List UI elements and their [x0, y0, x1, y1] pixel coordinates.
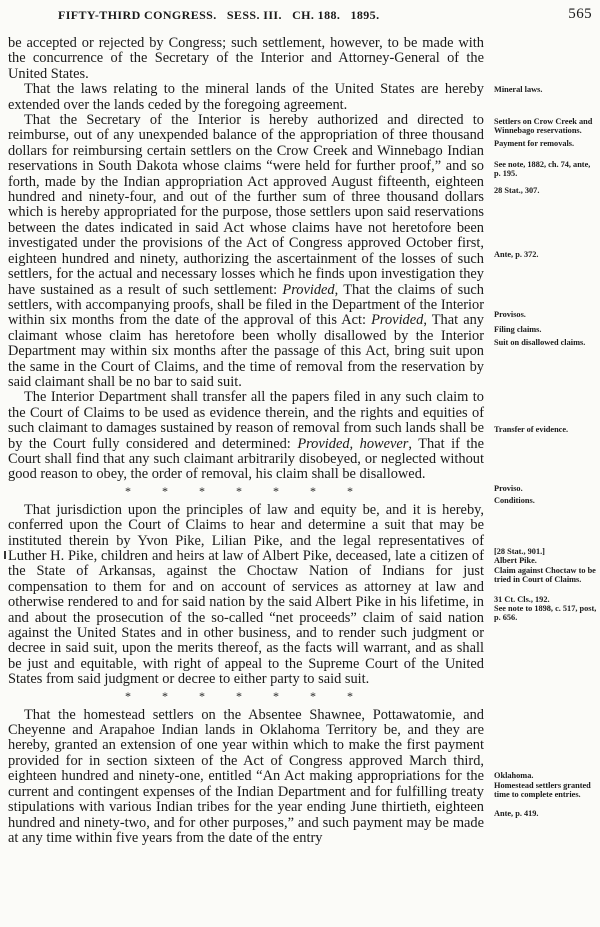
proviso-italic: Provided — [371, 312, 424, 329]
statute-text — [8, 36, 484, 846]
sidenote: Settlers on Crow Creek and Winnebago reservations. — [494, 117, 593, 136]
paragraph-mineral-laws — [8, 82, 484, 113]
section-separator-stars: * * * * * * * — [125, 483, 367, 498]
sidenote: Filing claims. — [494, 325, 542, 334]
sidenote: Homestead settlers granted time to complete entries. — [494, 781, 591, 800]
text-segment: , That if the Court shall find that any such claimant arbitrarily disobeyed, or neglected without good reason to obey, the order of removal, his claim shall be disallowed. — [8, 435, 485, 483]
sidenote: Suit on disallowed claims. — [494, 338, 586, 347]
text-segment: That the Secretary of the Interior is hereby authorized and directed to reimburse, out of any unexpended balance of the appropriation of three thousand dollars for reimbursing certain settlers on the Crow Creek and Winnebago Indian reservations in South Dakota whose claims “were held for further proof,” and so forth, made by the Indian appropriation Act approved August fifteenth, eighteen hundred and ninety-four, and out of the further sum of three thousand dollars which is hereby appropriated for the purpose, those settlers upon said reservations between the dates indicated in said Act whose claims have not heretofore been investigated under the provisions of the Act of Congress approved October first, eighteen hundred and ninety, authorizing the ascertainment of the losses of such settlers, for the actual and necessary losses which he finds upon investigation they have sustained as a result of such settlement: — [8, 112, 484, 298]
text-segment: The Interior Department shall transfer all the papers filed in any such claim to the Court of Claims to be used as evidence therein, and the rights and equities of such claimant to damages sustained by reason of removal from such lands shall be by the Court fully considered and determined: — [8, 389, 484, 452]
sidenote: Conditions. — [494, 496, 535, 505]
text-segment: That the homestead settlers on the Absentee Shawnee, Pottawatomie, and Cheyenne and Arapahoe Indian lands in Oklahoma Territory be, and they are hereby, granted an extension of one year within which to make the first payment provided for in section sixteen of the Act of Congress approved March third, eighteen hundred and ninety-one, entitled “An Act making appropriations for the current and contingent expenses of the Indian Department and for fulfilling treaty stipulations with various Indian tribes for the year ending June thirtieth, eighteen hundred and ninety-two, and for other purposes,” and such payment may be made at any time within five years from the date of the entry — [8, 706, 484, 846]
paragraph-oklahoma-homestead — [8, 708, 484, 847]
proviso-italic: Provided — [282, 281, 335, 298]
sidenote: Albert Pike. — [494, 556, 537, 565]
text-segment: be accepted or rejected by Congress; such settlement, however, to be made with the concurrence of the Secretary of the Interior and Attorney-General of the United States. — [8, 35, 484, 82]
sidenote: Provisos. — [494, 310, 526, 319]
paragraph-albert-pike — [8, 503, 484, 688]
sidenote: Ante, p. 419. — [494, 809, 539, 818]
running-header — [0, 6, 600, 26]
paragraph-transfer-evidence — [8, 390, 484, 482]
sidenote: Proviso. — [494, 484, 523, 493]
sidenote: Transfer of evidence. — [494, 425, 569, 434]
running-title: FIFTY-THIRD CONGRESS. SESS. III. CH. 188. 1895. — [58, 8, 380, 22]
page-number: 565 — [568, 6, 592, 22]
paragraph-settlers-reimbursement — [8, 113, 484, 390]
sidenote: Claim against Choctaw to be tried in Court of Claims. — [494, 566, 596, 585]
sidenote: Oklahoma. — [494, 771, 534, 780]
sidenote: Mineral laws. — [494, 85, 543, 94]
sidenote: Payment for removals. — [494, 139, 575, 148]
proviso-italic: Provided, however — [297, 435, 409, 452]
section-separator-stars: * * * * * * * — [125, 688, 367, 703]
sidenote: [28 Stat., 901.] — [494, 547, 545, 556]
paragraph-continuation — [8, 36, 484, 82]
sidenote: 31 Ct. Cls., 192. — [494, 595, 550, 604]
sidenote: 28 Stat., 307. — [494, 186, 540, 195]
text-segment: , That the claims of such settlers, with accompanying proofs, shall be filed in the Department of the Interior within six months from the date of the approval of this Act: — [8, 281, 484, 329]
text-segment: That the laws relating to the mineral lands of the United States are hereby extended over the lands ceded by the foregoing agreement. — [8, 81, 484, 113]
text-segment: , That any claimant whose claim has heretofore been wholly disallowed by the Interior Department may within six months after the passage of this Act, bring suit upon the same in the Court of Claims, and the time of removal from the reservation by said claimant shall be no bar to said suit. — [8, 312, 484, 390]
sidenote: See note, 1882, ch. 74, ante, p. 195. — [494, 160, 591, 179]
margin-mark — [4, 551, 6, 559]
sidenote: Ante, p. 372. — [494, 250, 539, 259]
text-segment: That jurisdiction upon the principles of law and equity be, and it is hereby, conferred upon the Court of Claims to hear and determine a suit that may be instituted therein by Yvon Pike, Lilian Pike, and the legal representatives of Luther H. Pike, children and heirs at law of Albert Pike, deceased, late a citizen of the State of Arkansas, against the Choctaw Nation of Indians for just compensation to them for and on account of services as attorney at law and otherwise rendered to and for said nation by the said Albert Pike in his lifetime, in and about the prosecution of the so-called “net proceeds” claim of said nation against the United States and in other business, and to render such judgment or decree in said suit, upon the merits thereof, as the facts will warrant, and as shall be just and equitable, with right of appeal to the Supreme Court of the United States from said judgment or decree to either party to said suit. — [8, 501, 484, 688]
sidenote: See note to 1898, c. 517, post, p. 656. — [494, 604, 597, 623]
